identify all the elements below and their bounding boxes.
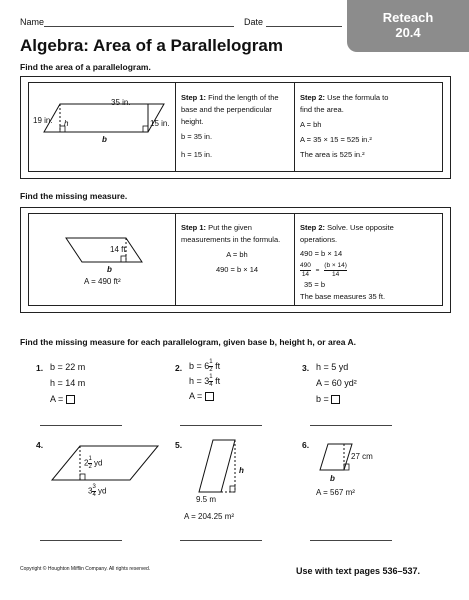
fig1-right-label: 15 in. (150, 119, 170, 128)
p2-l2-num: 1 (209, 374, 213, 381)
p1-line3: A = (50, 394, 64, 404)
problem1 (50, 360, 85, 406)
p1-answer-box[interactable] (66, 395, 75, 404)
step2-f2: A = 35 × 15 = 525 in.² (300, 135, 372, 144)
p4-b-unit: yd (98, 486, 107, 496)
ex2-step1-label: Step 1: (181, 223, 207, 232)
frac-right-num: (b × 14) (324, 262, 347, 269)
p6-answer-line[interactable] (310, 540, 392, 541)
problem2-number: 2. (175, 363, 183, 373)
ex2-step2-text2: operations. (300, 235, 338, 244)
p5-base-label: 9.5 m (196, 495, 217, 504)
fig2-h-label: 14 ft (110, 245, 126, 254)
p3-answer-line[interactable] (310, 425, 392, 426)
ex2-fraction-row (300, 262, 347, 279)
step2-text2: find the area. (300, 105, 344, 114)
step2-f1: A = bh (300, 120, 322, 129)
date-field[interactable] (266, 26, 342, 27)
badge-number: 20.4 (395, 25, 421, 40)
example1-divider2 (294, 82, 295, 171)
fig1-b-label: b (102, 135, 107, 144)
frac-left-num: 490 (300, 262, 311, 269)
p2-l2-unit: ft (215, 376, 221, 387)
fig2-area-label: A = 490 ft² (84, 277, 121, 286)
p1-answer-line[interactable] (40, 425, 122, 426)
p4-h-unit: yd (94, 458, 103, 468)
problem1-number: 1. (36, 363, 44, 373)
fig1-h-label: h (64, 119, 69, 128)
fig1-top-label: 35 in. (111, 98, 131, 107)
p4-height-label (84, 456, 102, 471)
p2-l1-num: 1 (209, 359, 213, 366)
p3-answer-box[interactable] (331, 395, 340, 404)
p2-line3: A = (189, 391, 203, 402)
problem3 (316, 360, 357, 406)
step2-text1: Use the formula to (327, 93, 389, 102)
name-field[interactable] (44, 26, 234, 27)
step2-f3: The area is 525 in.² (300, 150, 365, 159)
p4-h-whole: 2 (84, 458, 89, 468)
p1-line2: h = 14 m (50, 378, 86, 388)
p6-area-label: A = 567 m² (316, 488, 355, 497)
badge-title: Reteach (382, 10, 434, 25)
problem4-number: 4. (36, 440, 44, 450)
p4-h-den: 2 (88, 464, 92, 470)
p5-parallelogram (185, 436, 245, 498)
fig2-b-label: b (107, 265, 112, 274)
example1-step2 (300, 92, 438, 161)
problem6-number: 6. (302, 440, 310, 450)
p3-line3: b = (316, 394, 329, 404)
fig1-left-label: 19 in. (33, 116, 53, 125)
parallelogram-figure-2 (60, 232, 150, 272)
p4-answer-line[interactable] (40, 540, 122, 541)
p2-line1a: b = 6 (189, 361, 210, 371)
text-pages-reference: Use with text pages 536–537. (296, 566, 421, 576)
p6-b-label: b (330, 474, 335, 483)
p3-line2: A = 60 yd² (316, 378, 357, 388)
problem2 (189, 359, 220, 403)
ex2-step1-f2: 490 = b × 14 (215, 265, 259, 274)
step1-text2: base and the perpendicular (181, 105, 272, 114)
frac-equals: = (315, 266, 320, 274)
ex2-step2-f4: The base measures 35 ft. (300, 292, 386, 301)
ex2-step2-label: Step 2: (300, 223, 326, 232)
section3-heading: Find the missing measure for each parallelogram, given base b, height h, or area A. (20, 337, 356, 347)
ex2-step1-text2: measurements in the formula. (181, 235, 281, 244)
step2-label: Step 2: (300, 93, 326, 102)
p1-line1: b = 22 m (50, 362, 86, 372)
example2-step2 (300, 222, 438, 260)
ex2-step1-text1: Put the given (208, 223, 252, 232)
example2-divider1 (175, 213, 176, 305)
problem3-number: 3. (302, 363, 310, 373)
p5-h-label: h (239, 466, 244, 475)
p3-line1: h = 5 yd (316, 362, 349, 372)
example1-divider1 (175, 82, 176, 171)
p5-answer-line[interactable] (180, 540, 262, 541)
ex2-step1-f1: A = bh (226, 250, 248, 259)
step1-h: h = 15 in. (181, 150, 213, 159)
problem5-number: 5. (175, 440, 183, 450)
ex2-step2-f1: 490 = b × 14 (300, 249, 343, 258)
step1-label: Step 1: (181, 93, 207, 102)
p4-b-den: 4 (92, 492, 96, 498)
p4-base-label (88, 484, 106, 499)
page-title: Algebra: Area of a Parallelogram (20, 36, 283, 55)
example2-divider2 (294, 213, 295, 305)
p2-line2a: h = 3 (189, 376, 210, 387)
frac-right-den: 14 (331, 271, 340, 278)
p2-l1-den: 2 (209, 367, 213, 374)
ex2-step2-f3: 35 = b (304, 280, 326, 289)
reteach-badge (347, 0, 469, 52)
example2-step1 (181, 222, 293, 276)
date-label: Date (244, 17, 264, 27)
p2-l1-unit: ft (215, 361, 221, 371)
p2-answer-line[interactable] (180, 425, 262, 426)
name-label: Name (20, 17, 45, 27)
p4-b-whole: 3 (88, 486, 93, 496)
p5-area-label: A = 204.25 m² (184, 512, 235, 521)
step1-text3: height. (181, 117, 204, 126)
section1-heading: Find the area of a parallelogram. (20, 62, 151, 72)
ex2-step2-text1: Solve. Use opposite (327, 223, 394, 232)
p6-h-label: 27 cm (351, 452, 373, 461)
p4-b-num: 3 (92, 484, 96, 490)
p2-answer-box[interactable] (205, 392, 214, 401)
copyright-text: Copyright © Houghton Mifflin Company. All rights reserved. (20, 566, 151, 572)
frac-left-den: 14 (301, 271, 310, 278)
step1-b: b = 35 in. (181, 132, 213, 141)
section2-heading: Find the missing measure. (20, 191, 128, 201)
example1-step1 (181, 92, 291, 161)
step1-text1: Find the length of the (208, 93, 279, 102)
p2-l2-den: 4 (209, 382, 213, 389)
p4-h-num: 1 (88, 456, 92, 462)
